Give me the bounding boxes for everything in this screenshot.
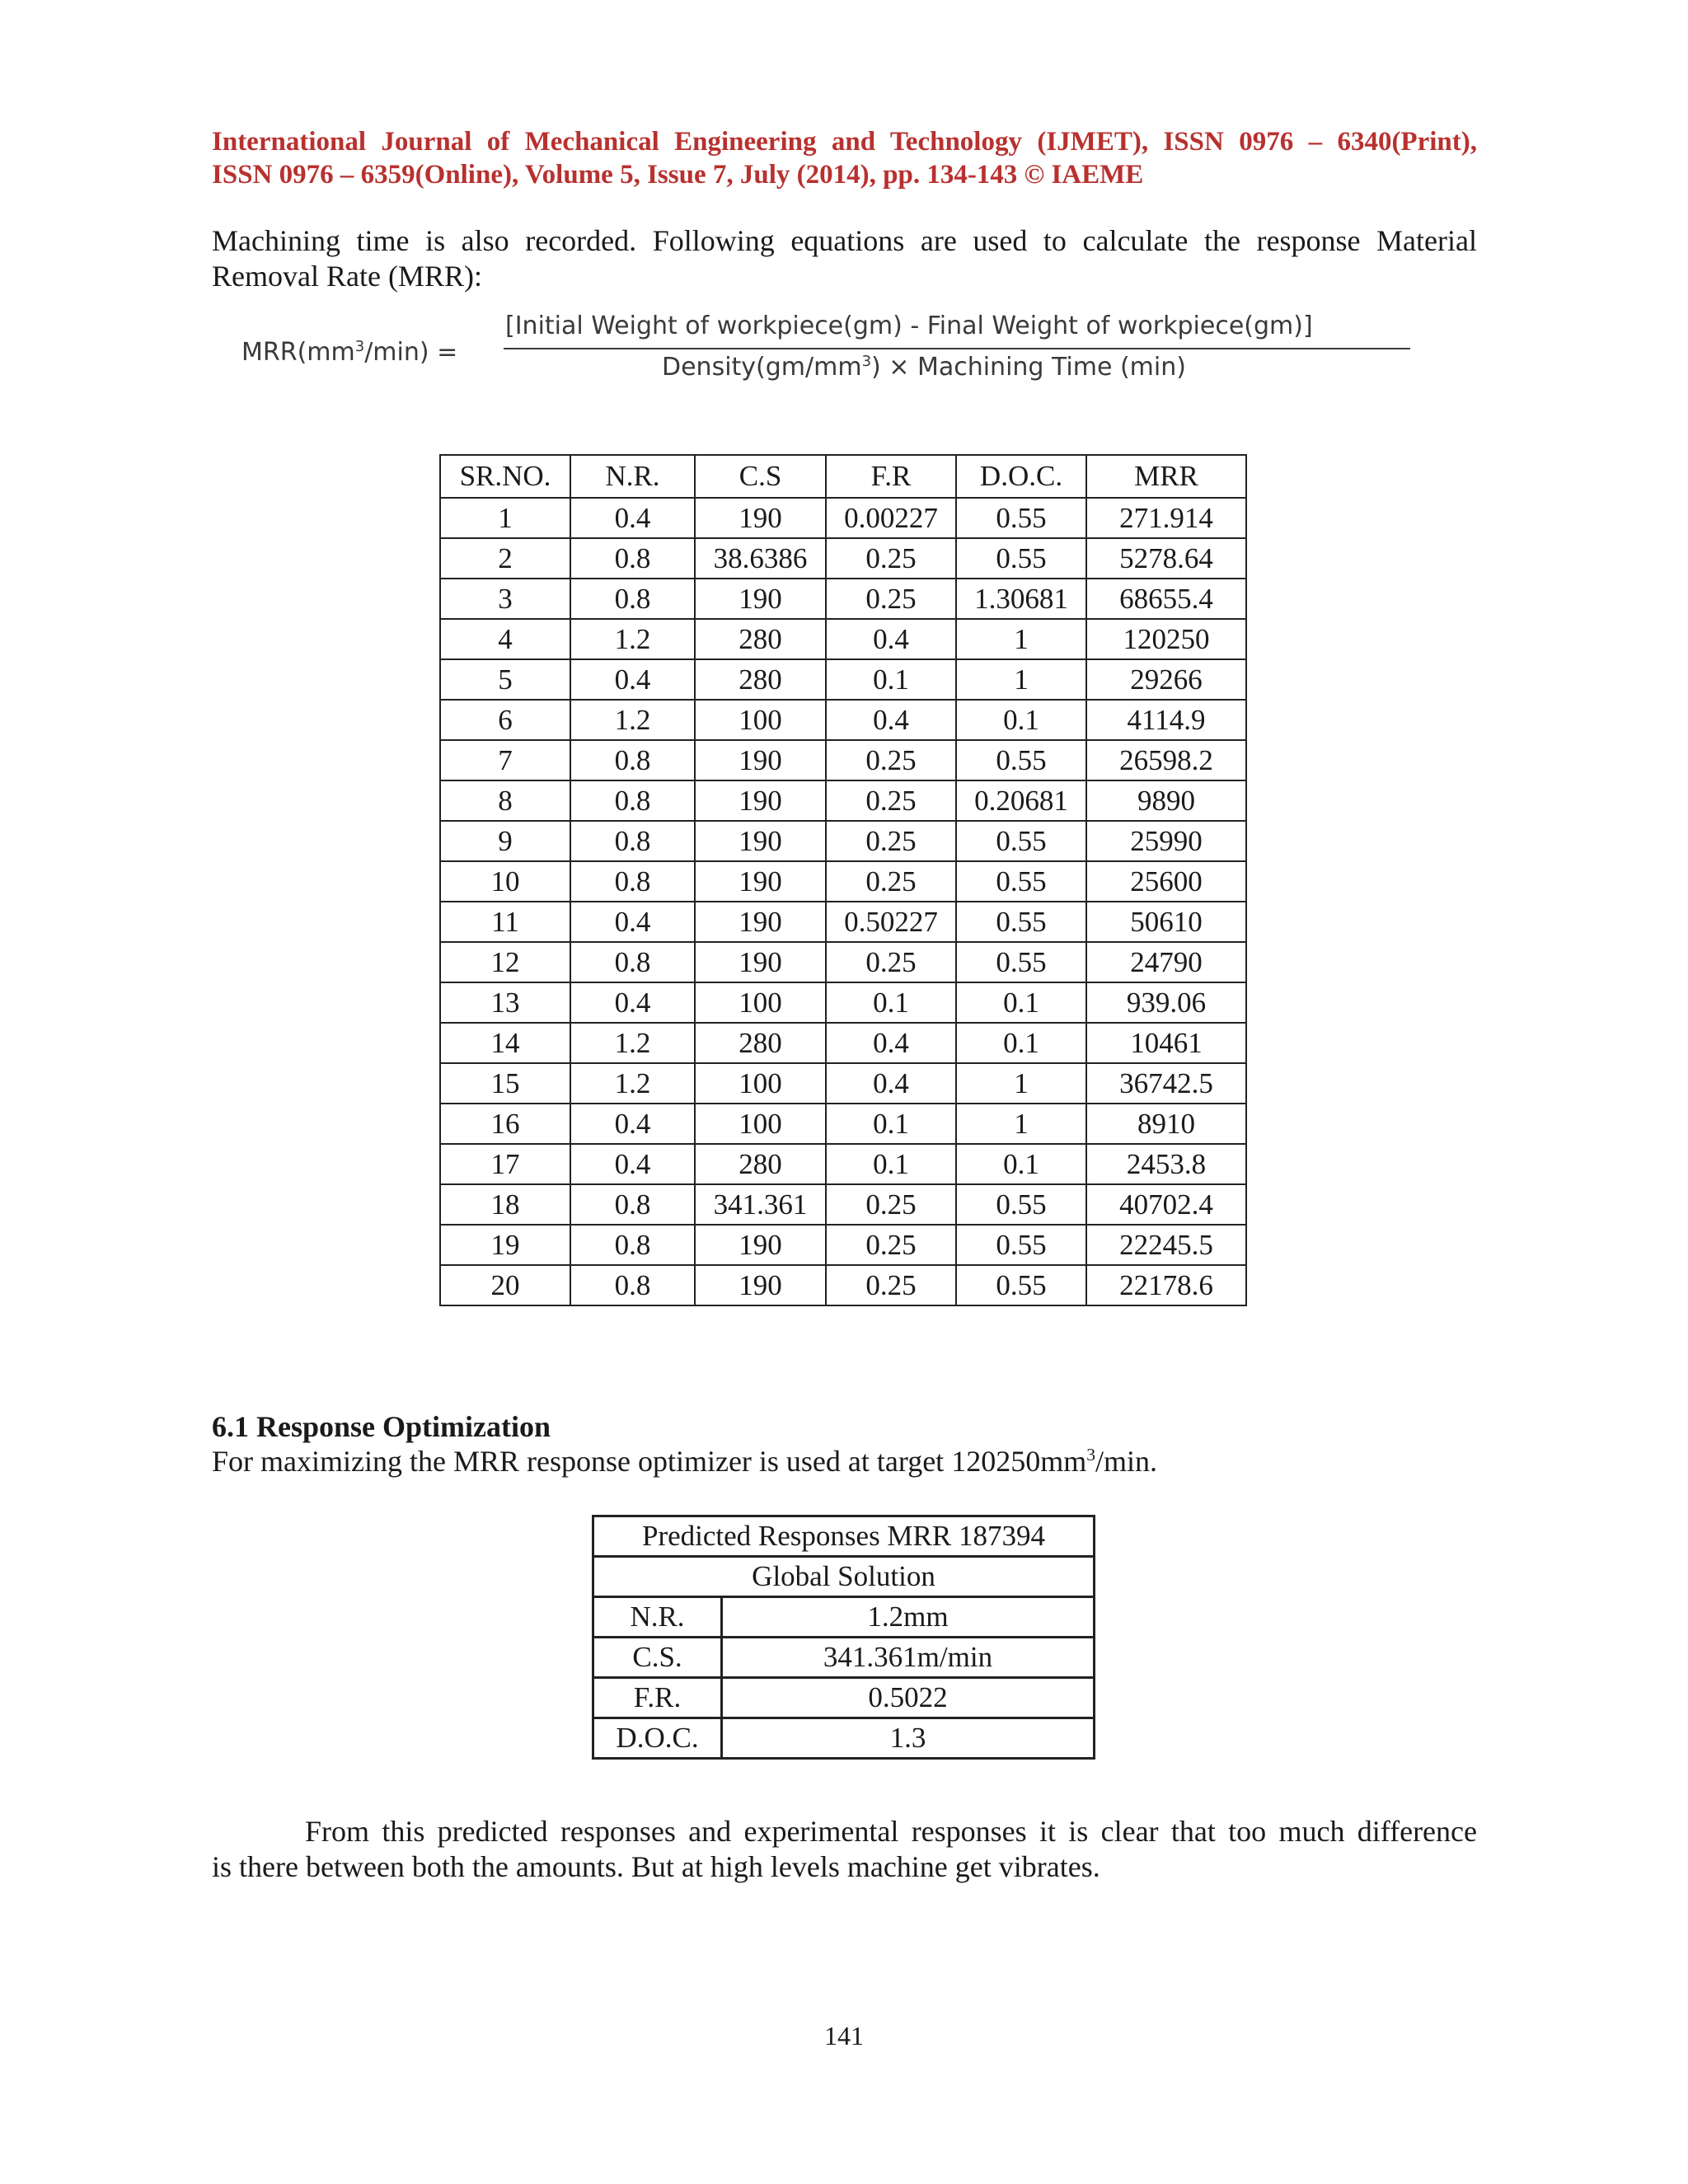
cell-fr: 0.25 [826,1184,956,1225]
table-row [440,1063,1246,1104]
cell-sr-no: 5 [440,659,570,700]
cell-mrr: 120250 [1086,619,1246,659]
cell-sr-no: 3 [440,579,570,619]
cell-fr: 0.25 [826,1265,956,1305]
optimizer-row [593,1638,1095,1678]
cell-nr: 0.8 [570,1265,695,1305]
cell-nr: 1.2 [570,1063,695,1104]
table-row [440,538,1246,579]
cell-cs: 38.6386 [695,538,826,579]
formula-fraction-bar [504,348,1410,349]
optimizer-param: F.R. [593,1678,722,1718]
cell-fr: 0.1 [826,1104,956,1144]
cell-doc: 1 [956,1104,1086,1144]
cell-fr: 0.25 [826,579,956,619]
cell-mrr: 4114.9 [1086,700,1246,740]
intro-paragraph [212,223,1477,294]
cell-mrr: 25990 [1086,821,1246,861]
cell-fr: 0.1 [826,982,956,1023]
cell-nr: 0.4 [570,1104,695,1144]
cell-cs: 190 [695,942,826,982]
header-fr: F.R [826,455,956,498]
cell-fr: 0.4 [826,700,956,740]
mrr-formula [241,312,1428,394]
table-row [440,780,1246,821]
cell-fr: 0.1 [826,1144,956,1184]
table-row [440,821,1246,861]
cell-fr: 0.4 [826,1023,956,1063]
cell-sr-no: 9 [440,821,570,861]
cell-sr-no: 11 [440,902,570,942]
cell-mrr: 2453.8 [1086,1144,1246,1184]
conclusion-line-1: From this predicted responses and experimental responses it is clear that too much difference [305,1815,1477,1848]
table-row [440,1023,1246,1063]
cell-cs: 190 [695,780,826,821]
cell-sr-no: 12 [440,942,570,982]
cell-doc: 1.30681 [956,579,1086,619]
cell-mrr: 29266 [1086,659,1246,700]
header-doc: D.O.C. [956,455,1086,498]
cell-fr: 0.25 [826,821,956,861]
cell-doc: 0.55 [956,902,1086,942]
cell-nr: 0.8 [570,780,695,821]
journal-header-line-1: International Journal of Mechanical Engineering and Technology (IJMET), ISSN 0976 – 6340(Print), [212,127,1477,157]
table-row [440,579,1246,619]
cell-mrr: 68655.4 [1086,579,1246,619]
cell-fr: 0.4 [826,1063,956,1104]
cell-sr-no: 10 [440,861,570,902]
cell-cs: 190 [695,1225,826,1265]
table-row [440,1225,1246,1265]
cell-nr: 0.8 [570,1184,695,1225]
cell-cs: 100 [695,982,826,1023]
cell-sr-no: 7 [440,740,570,780]
cell-nr: 0.4 [570,659,695,700]
cell-cs: 341.361 [695,1184,826,1225]
cell-fr: 0.50227 [826,902,956,942]
table-row [440,740,1246,780]
cell-doc: 0.55 [956,861,1086,902]
cell-doc: 0.55 [956,821,1086,861]
cell-cs: 190 [695,902,826,942]
cell-sr-no: 6 [440,700,570,740]
cell-mrr: 22178.6 [1086,1265,1246,1305]
cell-mrr: 26598.2 [1086,740,1246,780]
cell-doc: 0.1 [956,1023,1086,1063]
optimizer-value: 1.3 [722,1718,1095,1759]
cell-fr: 0.00227 [826,498,956,538]
cell-cs: 100 [695,1104,826,1144]
table-row [440,942,1246,982]
cell-nr: 0.8 [570,821,695,861]
optimizer-value: 0.5022 [722,1678,1095,1718]
cell-sr-no: 18 [440,1184,570,1225]
cell-fr: 0.4 [826,619,956,659]
cell-cs: 280 [695,1023,826,1063]
optimizer-table [592,1515,1095,1760]
cell-nr: 0.8 [570,942,695,982]
table-row [440,1184,1246,1225]
header-nr: N.R. [570,455,695,498]
conclusion-line-2: is there between both the amounts. But at high levels machine get vibrates. [212,1850,1100,1883]
formula-numerator: [Initial Weight of workpiece(gm) - Final Weight of workpiece(gm)] [505,312,1313,340]
cell-mrr: 5278.64 [1086,538,1246,579]
cell-fr: 0.25 [826,942,956,982]
conclusion-paragraph [212,1814,1477,1885]
cell-doc: 0.55 [956,942,1086,982]
section-text: For maximizing the MRR response optimizer is used at target $120250mm^3/\min$. [212,1445,1158,1478]
formula-denominator: $Density(gm/mm^3)$ × Machining Time (min) [662,353,1186,382]
experiment-table [439,454,1247,1306]
cell-sr-no: 13 [440,982,570,1023]
optimizer-row [593,1718,1095,1759]
cell-sr-no: 1 [440,498,570,538]
cell-doc: 0.55 [956,498,1086,538]
table-header-row [440,455,1246,498]
cell-mrr: 9890 [1086,780,1246,821]
cell-mrr: 24790 [1086,942,1246,982]
cell-doc: 0.55 [956,538,1086,579]
cell-doc: 1 [956,1063,1086,1104]
table-row [440,700,1246,740]
cell-nr: 0.8 [570,740,695,780]
cell-doc: 0.1 [956,700,1086,740]
cell-fr: 0.25 [826,740,956,780]
journal-header-line-2: ISSN 0976 – 6359(Online), Volume 5, Issue 7, July (2014), pp. 134-143 © IAEME [212,160,1144,190]
table-row [440,498,1246,538]
cell-mrr: 36742.5 [1086,1063,1246,1104]
cell-mrr: 271.914 [1086,498,1246,538]
optimizer-row [593,1678,1095,1718]
cell-doc: 0.55 [956,1265,1086,1305]
cell-mrr: 50610 [1086,902,1246,942]
cell-mrr: 10461 [1086,1023,1246,1063]
cell-sr-no: 20 [440,1265,570,1305]
cell-doc: 1 [956,659,1086,700]
cell-fr: 0.25 [826,780,956,821]
table-row [440,659,1246,700]
optimizer-title: Predicted Responses MRR 187394 [593,1516,1095,1557]
cell-doc: 0.55 [956,1225,1086,1265]
cell-doc: 1 [956,619,1086,659]
cell-cs: 190 [695,498,826,538]
cell-nr: 0.4 [570,498,695,538]
cell-fr: 0.1 [826,659,956,700]
cell-nr: 0.8 [570,861,695,902]
cell-doc: 0.55 [956,1184,1086,1225]
cell-fr: 0.25 [826,1225,956,1265]
cell-nr: 0.4 [570,902,695,942]
cell-fr: 0.25 [826,538,956,579]
formula-lhs: $MRR(mm^3/\min)$ = [241,338,458,367]
cell-doc: 0.1 [956,1144,1086,1184]
cell-doc: 0.55 [956,740,1086,780]
optimizer-value: 1.2mm [722,1597,1095,1638]
cell-nr: 1.2 [570,700,695,740]
cell-cs: 280 [695,659,826,700]
table-row [440,619,1246,659]
cell-cs: 190 [695,1265,826,1305]
table-row [440,902,1246,942]
cell-sr-no: 16 [440,1104,570,1144]
cell-mrr: 40702.4 [1086,1184,1246,1225]
journal-header [212,125,1477,191]
cell-sr-no: 8 [440,780,570,821]
cell-mrr: 22245.5 [1086,1225,1246,1265]
cell-sr-no: 14 [440,1023,570,1063]
optimizer-param: C.S. [593,1638,722,1678]
intro-line-1: Machining time is also recorded. Following equations are used to calculate the response Material [212,224,1477,257]
header-cs: C.S [695,455,826,498]
cell-sr-no: 15 [440,1063,570,1104]
header-sr-no: SR.NO. [440,455,570,498]
cell-cs: 280 [695,1144,826,1184]
section-heading: 6.1 Response Optimization [212,1410,551,1443]
cell-cs: 100 [695,1063,826,1104]
cell-mrr: 939.06 [1086,982,1246,1023]
cell-nr: 0.8 [570,538,695,579]
cell-cs: 190 [695,821,826,861]
cell-cs: 280 [695,619,826,659]
table-row [440,1265,1246,1305]
cell-cs: 100 [695,700,826,740]
intro-line-2: Removal Rate (MRR): [212,260,482,293]
table-row [440,861,1246,902]
optimizer-subtitle: Global Solution [593,1557,1095,1597]
cell-nr: 1.2 [570,1023,695,1063]
cell-sr-no: 2 [440,538,570,579]
cell-doc: 0.20681 [956,780,1086,821]
cell-cs: 190 [695,740,826,780]
cell-nr: 1.2 [570,619,695,659]
page-number: 141 [824,2021,864,2050]
cell-sr-no: 4 [440,619,570,659]
cell-nr: 0.4 [570,982,695,1023]
optimizer-param: D.O.C. [593,1718,722,1759]
cell-nr: 0.8 [570,579,695,619]
cell-fr: 0.25 [826,861,956,902]
cell-nr: 0.8 [570,1225,695,1265]
table-row [440,982,1246,1023]
table-row [440,1144,1246,1184]
cell-cs: 190 [695,579,826,619]
cell-sr-no: 19 [440,1225,570,1265]
cell-sr-no: 17 [440,1144,570,1184]
header-mrr: MRR [1086,455,1246,498]
optimizer-value: 341.361m/min [722,1638,1095,1678]
cell-mrr: 25600 [1086,861,1246,902]
optimizer-param: N.R. [593,1597,722,1638]
cell-doc: 0.1 [956,982,1086,1023]
cell-mrr: 8910 [1086,1104,1246,1144]
cell-nr: 0.4 [570,1144,695,1184]
table-row [440,1104,1246,1144]
optimizer-row [593,1597,1095,1638]
cell-cs: 190 [695,861,826,902]
